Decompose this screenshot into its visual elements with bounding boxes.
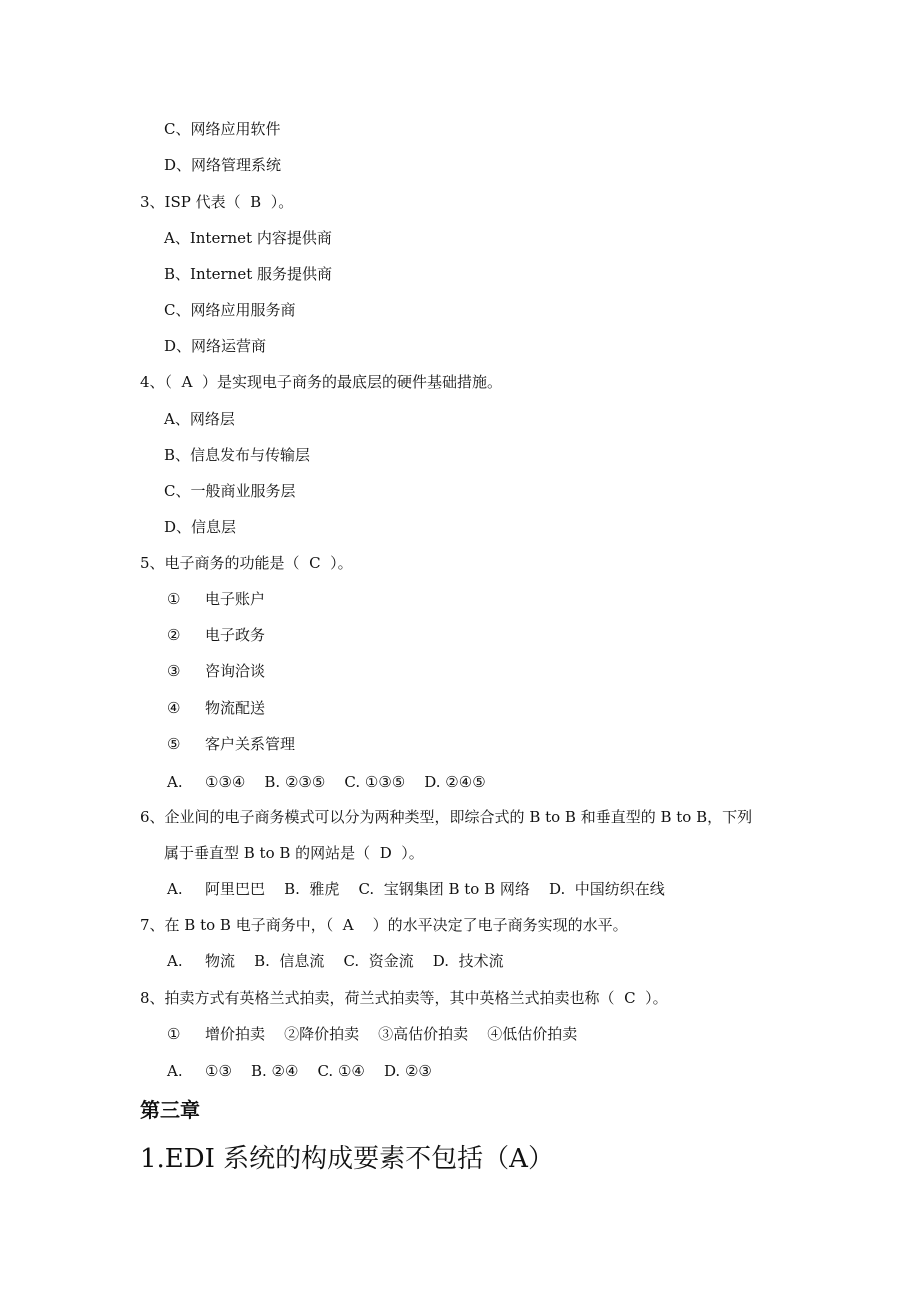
q5-choices-lead: A. bbox=[167, 773, 183, 791]
q5-item-text: 电子政务 bbox=[205, 626, 266, 644]
q5-item-text: 咨询洽谈 bbox=[205, 662, 266, 680]
q8-items-lead: ① bbox=[167, 1025, 181, 1043]
q8-choices: ①③ B. ②④ C. ①④ D. ②③ bbox=[205, 1062, 432, 1080]
chapter-3-question-1: 1.EDI 系统的构成要素不包括（A） bbox=[140, 1144, 554, 1174]
q5-item-mark: ⑤ bbox=[167, 735, 181, 753]
question-3-stem: 3、ISP 代表（ B ）。 bbox=[140, 193, 294, 211]
q5-item-text: 物流配送 bbox=[205, 699, 266, 717]
question-4-stem: 4、（ A ）是实现电子商务的最底层的硬件基础措施。 bbox=[140, 373, 502, 391]
q5-choices: ①③④ B. ②③⑤ C. ①③⑤ D. ②④⑤ bbox=[205, 773, 486, 791]
q3-option-b: B、Internet 服务提供商 bbox=[164, 265, 333, 283]
question-6-stem-cont: 属于垂直型 B to B 的网站是（ D ）。 bbox=[164, 844, 424, 862]
option-d: D、网络管理系统 bbox=[164, 156, 282, 174]
q5-item-mark: ② bbox=[167, 626, 181, 644]
chapter-title: 第三章 bbox=[140, 1098, 200, 1122]
q5-item-mark: ④ bbox=[167, 699, 181, 717]
q5-item-mark: ① bbox=[167, 590, 181, 608]
q8-choices-lead: A. bbox=[167, 1062, 183, 1080]
option-c: C、网络应用软件 bbox=[164, 120, 281, 138]
q4-option-a: A、网络层 bbox=[164, 410, 235, 428]
q3-option-a: A、Internet 内容提供商 bbox=[164, 229, 332, 247]
q4-option-b: B、信息发布与传输层 bbox=[164, 446, 311, 464]
q3-option-c: C、网络应用服务商 bbox=[164, 301, 296, 319]
q5-item-mark: ③ bbox=[167, 662, 181, 680]
question-5-stem: 5、电子商务的功能是（ C ）。 bbox=[140, 554, 353, 572]
question-7-stem: 7、在 B to B 电子商务中，（ A ）的水平决定了电子商务实现的水平。 bbox=[140, 916, 628, 934]
q8-items: 增价拍卖 ②降价拍卖 ③高估价拍卖 ④低估价拍卖 bbox=[205, 1025, 578, 1043]
q7-choices: 物流 B. 信息流 C. 资金流 D. 技术流 bbox=[205, 952, 504, 970]
q4-option-c: C、一般商业服务层 bbox=[164, 482, 296, 500]
q7-choices-lead: A. bbox=[167, 952, 183, 970]
question-6-stem: 6、企业间的电子商务模式可以分为两种类型，即综合式的 B to B 和垂直型的 B to B，下列 bbox=[140, 808, 753, 826]
question-8-stem: 8、拍卖方式有英格兰式拍卖，荷兰式拍卖等，其中英格兰式拍卖也称（ C ）。 bbox=[140, 989, 668, 1007]
q5-item-text: 客户关系管理 bbox=[205, 735, 296, 753]
q4-option-d: D、信息层 bbox=[164, 518, 237, 536]
q6-choices: 阿里巴巴 B. 雅虎 C. 宝钢集团 B to B 网络 D. 中国纺织在线 bbox=[205, 880, 665, 898]
q5-item-text: 电子账户 bbox=[205, 590, 266, 608]
q3-option-d: D、网络运营商 bbox=[164, 337, 267, 355]
q6-choices-lead: A. bbox=[167, 880, 183, 898]
